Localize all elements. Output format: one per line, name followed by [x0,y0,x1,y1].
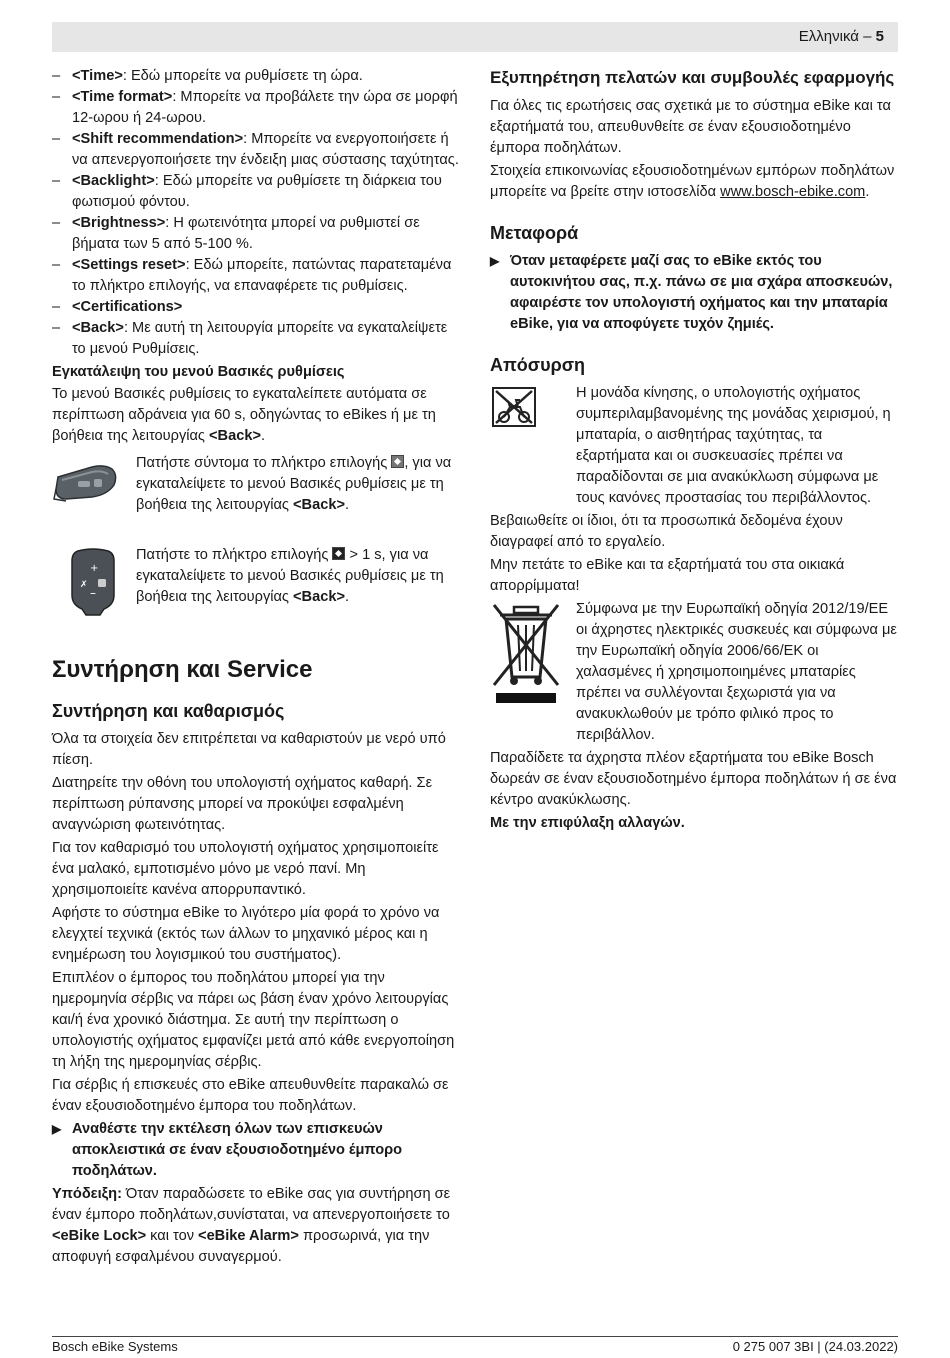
cleaning-paragraph: Διατηρείτε την οθόνη του υπολογιστή οχήματος καθαρή. Σε περίπτωση ρύπανσης μπορεί να προκύψει εσφαλμένη αναγνώριση φωτεινότητας. [52,775,433,833]
language-label: Ελληνικά [798,28,859,45]
menu-item: – <Time>: Εδώ μπορείτε να ρυθμίσετε τη ώρα. [52,66,460,87]
crossed-bin-icon [490,601,562,705]
svg-text:–: – [90,586,96,600]
cleaning-paragraph: Όλα τα στοιχεία δεν επιτρέπεται να καθαριστούν με νερό υπό πίεση. [52,731,446,768]
menu-item: – <Backlight>: Εδώ μπορείτε να ρυθμίσετε τη διάρκεια του φωτισμού φόντου. [52,171,460,213]
disposal-paragraph-4: Παραδίδετε τα άχρηστα πλέον εξαρτήματα του eBike Bosch δωρεάν σε έναν εξουσιοδοτημένο έμπορα ποδηλάτων ή σε ένα κέντρο ανακύκλωσης. [490,750,897,808]
no-household-disposal-icon [492,387,536,427]
exit-heading: Εγκατάλειψη του μενού Βασικές ρυθμίσεις [52,364,345,380]
disposal-block [490,383,898,509]
disposal-paragraph-2: Βεβαιωθείτε οι ίδιοι, ότι τα προσωπικά δεδομένα έχουν διαγραφεί από το εργαλείο. [490,513,843,550]
computer-side-device-icon [52,455,122,505]
service-note: Υπόδειξη: Όταν παραδώσετε το eBike σας για συντήρηση σε έναν έμπορο ποδηλάτων,συνίσταται, να απενεργοποιήσετε το <eBike Lock> και τον <eBike Alarm> προσωρινά, για την αποφυγή εσφαλμένου συναγερμού. [52,1186,451,1265]
footer-divider [52,1336,898,1337]
service-title: Συντήρηση και Service [52,656,313,683]
cleaning-paragraph: Για σέρβις ή επισκευές στο eBike απευθυνθείτε παρακαλώ σε έναν εξουσιοδοτημένο έμπορα του ποδηλάτων. [52,1077,449,1114]
menu-item: – <Shift recommendation>: Μπορείτε να ενεργοποιήσετε ή να απενεργοποιήσετε την ένδειξη μιας σύστασης ταχύτητας. [52,129,460,171]
cleaning-paragraph: Επιπλέον ο έμπορος του ποδηλάτου μπορεί για την ημερομηνία σέρβις να πάρει ως βάση έναν χρόνο λειτουργίας και/ή ένα χρονικό διάστημα. Σε αυτή την περίπτωση ο υπολογιστής οχήματος εμφανίζει μετά από κάθε ενεργοποίηση τη λήξη της ημερομηνίας σέρβις. [52,970,455,1070]
svg-text:✗: ✗ [80,580,88,590]
menu-item: – <Back>: Με αυτή τη λειτουργία μπορείτε να εγκαταλείψετε το μενού Ρυθμίσεις. [52,318,460,360]
svg-text:+: + [90,563,99,574]
menu-item: – <Time format>: Μπορείτε να προβάλετε την ώρα σε μορφή 12-ωρου ή 24-ωρου. [52,87,460,129]
page-header [52,22,898,52]
select-key-icon [332,547,345,560]
control-unit-icon [68,547,118,617]
press-long-instruction: + ✗ – Πατήστε το πλήκτρο επιλογής > 1 s, για να εγκαταλείψετε το μενού Βασικές ρυθμίσεις με τη βοήθεια της λειτουργίας <Back>. [52,545,460,629]
bosch-ebike-link[interactable]: www.bosch-ebike.com [720,184,866,200]
press-short-instruction: Πατήστε σύντομα το πλήκτρο επιλογής , για να εγκαταλείψετε το μενού Βασικές ρυθμίσεις με τη βοήθεια της λειτουργίας <Back>. [52,453,460,537]
menu-item: – <Brightness>: Η φωτεινότητα μπορεί να ρυθμιστεί σε βήματα των 5 από 5-100 %. [52,213,460,255]
disposal-paragraph-1: Η μονάδα κίνησης, ο υπολογιστής οχήματος συμπεριλαμβανομένης της μονάδας χειρισμού, η μπαταρία, ο αισθητήρας ταχύτητας, τα εξαρτήματα και οι συσκευασίες πρέπει να παραδίδονται σε μια ανακύκλωση σύμφωνα με τους κανόνες προστασίας του περιβάλλοντος. [576,385,891,506]
cleaning-paragraph: Για τον καθαρισμό του υπολογιστή οχήματος χρησιμοποιείτε ένα μαλακό, εμποτισμένο μόνο με νερό πανί. Μη χρησιμοποιείτε κανένα απορρυπαντικό. [52,840,439,898]
page-number: 5 [875,28,884,45]
page-number-label [799,28,884,45]
cleaning-title: Συντήρηση και καθαρισμός [52,701,285,721]
customer-paragraph-2: Στοιχεία επικοινωνίας εξουσιοδοτημένων εμπόρων ποδηλάτων μπορείτε να βρείτε στην ιστοσελίδα www.bosch-ebike.com. [490,163,895,200]
reserve-note: Με την επιφύλαξη αλλαγών. [490,815,685,831]
menu-items-list [52,66,460,360]
select-key-icon [391,455,404,468]
menu-item: – <Certifications> [52,297,460,318]
exit-paragraph: Το μενού Βασικές ρυθμίσεις το εγκαταλείπετε αυτόματα σε περίπτωση αδράνεια για 60 s, οδηγώντας το eBikes ή με τη βοήθεια της λειτουργίας <Back>. [52,386,436,444]
repair-warning: ▶ Αναθέστε την εκτέλεση όλων των επισκευών αποκλειστικά σε έναν εξουσιοδοτημένο έμπορο ποδηλάτων. [52,1119,460,1182]
separator: – [858,28,876,45]
disposal-paragraph-3: Μην πετάτε το eBike και τα εξαρτήματά του στα οικιακά απορρίμματα! [490,557,845,594]
menu-item: – <Settings reset>: Εδώ μπορείτε, πατώντας παρατεταμένα το πλήκτρο επιλογής, να επαναφέρετε τις ρυθμίσεις. [52,255,460,297]
left-column [52,66,460,1270]
transport-title: Μεταφορά [490,223,579,243]
weee-paragraph: Σύμφωνα με την Ευρωπαϊκή οδηγία 2012/19/ΕΕ οι άχρηστες ηλεκτρικές συσκευές και σύμφωνα με την Ευρωπαϊκή οδηγία 2006/66/ΕΚ οι χαλασμένες ή χρησιμοποιημένες μπαταρίες πρέπει να συλλέγονται ξεχωριστά για να ανακυκλωθούν με τρόπο φιλικό προς το περιβάλλον. [576,601,897,743]
weee-block [490,599,898,746]
cleaning-paragraph: Αφήστε το σύστημα eBike το λιγότερο μία φορά το χρόνο να ελεγχτεί τεχνικά (εκτός των άλλων το μηχανικό μέρος και η ενημέρωση του λογισμικού του συστήματος). [52,905,440,963]
customer-paragraph-1: Για όλες τις ερωτήσεις σας σχετικά με το σύστημα eBike και τα εξαρτήματά του, απευθυνθείτε σε έναν εξουσιοδοτημένο έμπορα ποδηλάτων. [490,98,891,156]
customer-service-title: Εξυπηρέτηση πελατών και συμβουλές εφαρμογής [490,68,895,87]
footer-docnumber: 0 275 007 3BI | (24.03.2022) [732,1339,898,1354]
right-column [490,66,898,836]
cleaning-paragraphs [52,729,460,1117]
footer-brand: Bosch eBike Systems [52,1339,178,1354]
transport-warning: ▶ Όταν μεταφέρετε μαζί σας το eBike εκτός του αυτοκινήτου σας, π.χ. πάνω σε μια σχάρα αποσκευών, αφαιρέστε τον υπολογιστή οχήματος και την μπαταρία eBike, για να αποφύγετε τυχόν ζημιές. [490,251,898,335]
disposal-title: Απόσυρση [490,355,586,375]
